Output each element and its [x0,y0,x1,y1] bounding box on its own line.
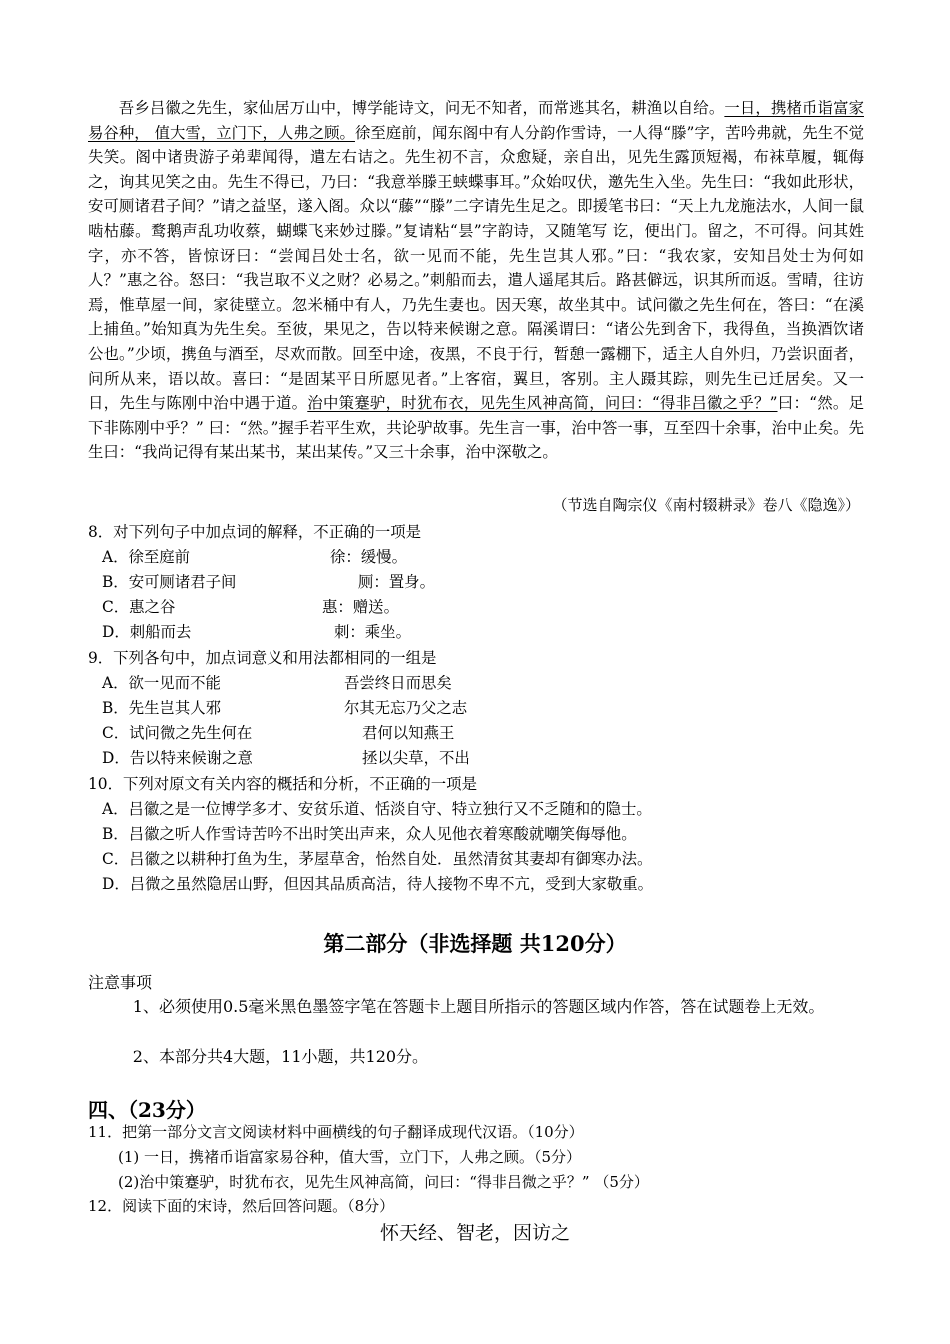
q10-option-a: A．吕徽之是一位博学多才、安贫乐道、恬淡自守、特立独行又不乏随和的隐士。 [102,800,652,818]
q9-option-c: C．试问微之先生何在 [102,724,253,742]
q9-option-d-right: 拯以尖草，不出 [362,749,470,767]
q9-option-b-right: 尔其无忘乃父之志 [344,699,468,717]
q8-option-b-gloss: 厕：置身。 [358,573,435,591]
classical-passage [88,96,864,465]
q8-option-c-gloss: 惠：赠送。 [322,598,399,616]
q10-option-b: B．吕徽之听人作雪诗苦吟不出时笑出声来，众人见他衣着寒酸就嘲笑侮辱他。 [102,825,637,843]
q9-option-b: B．先生岂其人邪 [102,699,222,717]
q10-option-d: D．吕微之虽然隐居山野，但因其品质高洁，待人接物不卑不亢，受到大家敬重。 [102,875,654,893]
poem-title: 怀天经、智老，因访之 [379,1222,570,1244]
question-11-part-2: (2)治中策蹇驴，时犹布衣，见先生风神高简，问曰：“得非吕微之乎？” （5分） [118,1173,649,1191]
section-four-heading: 四、（23分） [88,1098,206,1122]
q8-option-a: A．徐至庭前 [102,548,191,566]
q8-option-c: C．惠之谷 [102,598,176,616]
q8-option-b: B．安可厕诸君子间 [102,573,237,591]
notice-title: 注意事项 [88,973,153,992]
q8-option-d: D．刺船而去 [102,623,192,641]
question-12-stem: 12．阅读下面的宋诗，然后回答问题。（8分） [88,1197,395,1215]
question-11-part-1: (1) 一日，携褚币诣富家易谷种，值大雪，立门下，人弗之顾。（5分） [118,1148,582,1166]
q8-option-a-gloss: 徐：缓慢。 [330,548,407,566]
q9-option-a: A．欲一见而不能 [102,674,221,692]
passage-text: 徐至庭前，闻东阁中有人分韵作雪诗，一人得“滕”字，苦吟弗就，先生不觉失笑。阁中诸贵游子弟辈闻得，遣左右诘之。先生初不言，众愈疑，亲自出，见先生露顶短褐，布袜草履，辄侮之，询其见笑之由。先生不得已，乃曰：“我意举滕王蛱蝶事耳。”众始叹伏，邀先生入坐。先生曰：“我如此形状，安可厕诸君子间？”请之益坚，遂入阁。众以“藤”“滕”二字请先生足之。即援笔书曰：“天上九龙施法水，人间一鼠啮枯藤。鹜鹅声乱功收蔡，蝴蝶飞来妙过滕。”复请粘“昙”字韵诗，又随笔写 讫，便出门。留之，不可得。问其姓字，亦不答，皆惊讶曰：“尝闻吕处士名，欲一见而不能，先生岂其人邪。”曰：“我农家，安知吕处士为何如人？”惠之谷。怒曰：“我岂取不义之财？必易之。”刺船而去，遣人遥尾其后。路甚僻远，识其所而返。雪晴，往访焉，惟草屋一间，家徒壁立。忽米桶中有人，乃先生妻也。因天寒，故坐其中。试问徽之先生何在，答曰：“在溪上捕鱼。”始知真为先生矣。至彼，果见之，告以特来候谢之意。隔溪谓曰：“诸公先到舍下，我得鱼，当换酒饮诸公也。”少顷，携鱼与酒至，尽欢而散。回至中途，夜黑，不良于行，暂憩一露棚下，适主人自外归，乃尝识面者，问所从来，语以故。喜曰：“是固某平日所愿见者。”上客宿，翼旦，客别。主人蹑其踪，则先生已迁居矣。又一日，先生与陈刚中治中遇于道。 [88,123,864,413]
underlined-sentence-2: 治中策蹇驴，时犹布衣，见先生风神高简，问曰：“得非吕徽之乎？” [307,394,778,413]
question-8-stem: 8．对下列句子中加点词的解释，不正确的一项是 [88,523,421,541]
question-11-stem: 11．把第一部分文言文阅读材料中画横线的句子翻译成现代汉语。（10分） [88,1123,584,1141]
question-10-stem: 10．下列对原文有关内容的概括和分析，不正确的一项是 [88,775,477,793]
q9-option-c-right: 君何以知燕王 [362,724,455,742]
passage-text: 曰：“然。足下非陈刚中乎？” 曰：“然。”握手若平生欢，共论驴故事。先生言一事，治中答一事，互至四十余事，治中止矣。先生曰：“我尚记得有某出某书，某出某传。”又三十余事，治中深敬之。 [88,394,864,462]
passage-source: （节选自陶宗仪《南村辍耕录》卷八《隐逸》） [552,496,860,514]
q9-option-d: D．告以特来候谢之意 [102,749,253,767]
q9-option-a-right: 吾尝终日而思矣 [344,674,452,692]
passage-text: 吾乡吕徽之先生，家仙居万山中，博学能诗文，问无不知者，而常逃其名，耕渔以自给。 [118,99,725,117]
notice-item-2: 2、本部分共4大题，11小题，共120分。 [132,1047,429,1066]
part-two-heading: 第二部分（非选择题 共120分） [323,931,627,956]
underlined-sentence-1: 一日，携楮币诣富家易谷种， 值大雪，立门下，人弗之顾。 [88,99,864,142]
q8-option-d-gloss: 刺：乘坐。 [334,623,411,641]
q10-option-c: C．吕徽之以耕种打鱼为生，茅屋草舍，怡然自处．虽然清贫其妻却有御寒办法。 [102,850,653,868]
notice-item-1: 1、必须使用0.5毫米黑色墨签字笔在答题卡上题目所指示的答题区域内作答，答在试题卷上无效。 [132,997,825,1016]
passage-paragraph [88,96,864,465]
question-9-stem: 9．下列各句中，加点词意义和用法都相同的一组是 [88,649,437,667]
